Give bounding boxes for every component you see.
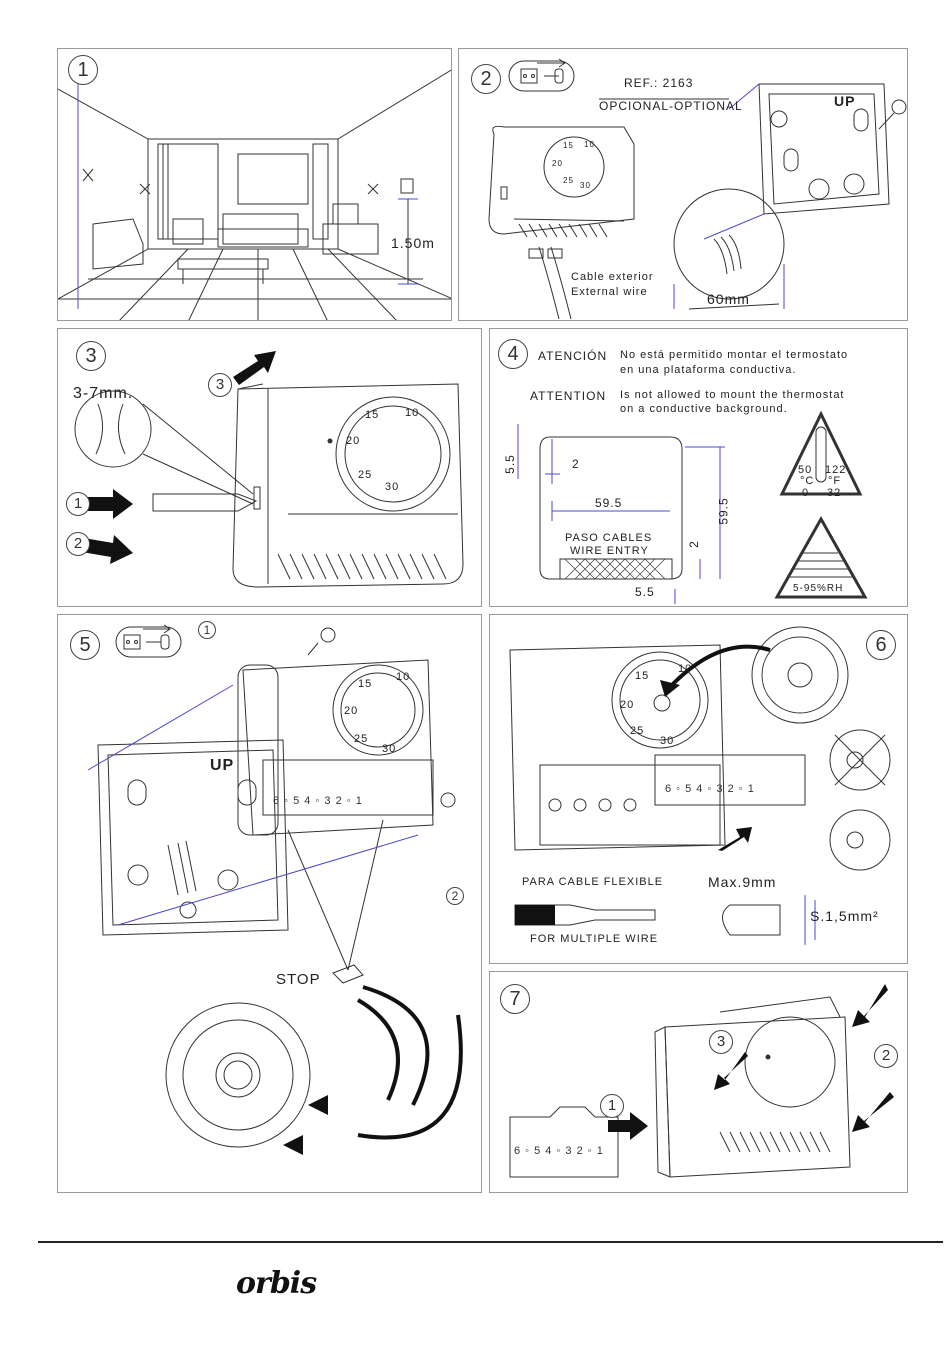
panel-5-fit-base <box>57 614 482 1193</box>
max-strip-length: Max.9mm <box>708 874 777 890</box>
panel-7-close-cover <box>489 971 908 1193</box>
dial-mark-20: 20 <box>620 699 635 711</box>
dial-mark-20: 20 <box>552 159 563 168</box>
dial-mark-10: 10 <box>405 407 420 419</box>
close-cover-illustration <box>490 972 908 1193</box>
step-number: 5 <box>70 630 100 660</box>
humidity-label: 5-95%RH <box>793 583 844 594</box>
cable-label-es: Cable exterior <box>571 271 654 283</box>
step-marker-2: 2 <box>874 1044 898 1068</box>
step-number: 6 <box>866 630 896 660</box>
dial-mark-15: 15 <box>563 141 574 150</box>
step-number: 7 <box>500 984 530 1014</box>
dial-mark-25: 25 <box>563 176 574 185</box>
temp-f-high: 122 <box>825 464 847 476</box>
optional-label: OPCIONAL-OPTIONAL <box>599 99 743 113</box>
open-cover-illustration <box>58 329 482 607</box>
dimension-59-5-vertical: 59.5 <box>716 497 731 525</box>
warning-title-en: ATTENTION <box>530 389 607 403</box>
dial-mark-30: 30 <box>660 735 675 747</box>
dimension-60mm: 60mm <box>707 291 750 307</box>
temp-c-low: 0 <box>802 487 810 499</box>
orbis-logo <box>236 1262 326 1308</box>
step-number: 2 <box>471 64 501 94</box>
step-number: 1 <box>68 55 98 85</box>
wire-entry-label-es: PASO CABLES <box>565 532 653 544</box>
step-marker-1: 1 <box>600 1094 624 1118</box>
panel-4-warnings-dimensions <box>489 328 908 607</box>
warning-text-en-1: Is not allowed to mount the thermostat <box>620 389 845 401</box>
step-number: 3 <box>76 341 106 371</box>
temp-c-high: 50 <box>798 464 813 476</box>
step-marker-3: 3 <box>709 1030 733 1054</box>
dial-mark-20: 20 <box>346 435 361 447</box>
dial-mark-25: 25 <box>354 733 369 745</box>
dimension-5-5-bottom: 5.5 <box>635 585 655 599</box>
panel-1-room-placement <box>57 48 452 321</box>
dial-mark-15: 15 <box>358 678 373 690</box>
dimension-2-bottom: 2 <box>686 540 701 548</box>
flexible-cable-es: PARA CABLE FLEXIBLE <box>522 876 664 888</box>
panel-3-open-cover <box>57 328 482 607</box>
dial-mark-25: 25 <box>358 469 373 481</box>
up-marker: UP <box>210 757 235 774</box>
room-illustration <box>58 49 452 321</box>
cable-section: S.1,5mm² <box>810 908 879 924</box>
wire-entry-label-en: WIRE ENTRY <box>570 545 649 557</box>
up-marker: UP <box>834 93 856 109</box>
stop-label: STOP <box>276 971 321 988</box>
step-marker-1: 1 <box>198 621 216 639</box>
dial-mark-10: 10 <box>678 663 693 675</box>
temp-f-low: 32 <box>827 487 842 499</box>
warning-text-es-2: en una plataforma conductiva. <box>620 364 797 376</box>
dial-mark-15: 15 <box>635 670 650 682</box>
dial-mark-10: 10 <box>396 671 411 683</box>
step-marker-2: 2 <box>66 532 90 556</box>
dimension-2: 2 <box>572 457 580 471</box>
terminal-labels: 6 ◦ 5 4 ◦ 3 2 ◦ 1 <box>665 783 755 795</box>
height-label: 1.50m <box>391 235 435 251</box>
dial-mark-20: 20 <box>344 705 359 717</box>
gap-label: 3-7mm. <box>73 385 134 402</box>
ref-label: REF.: 2163 <box>624 76 694 90</box>
footer-divider <box>38 1241 943 1243</box>
panel-2-mounting-box <box>458 48 908 321</box>
step-marker-2: 2 <box>446 887 464 905</box>
fit-base-illustration <box>58 615 482 1193</box>
dial-mark-30: 30 <box>580 181 591 190</box>
temp-f-unit: °F <box>828 475 842 487</box>
cable-label-en: External wire <box>571 286 648 298</box>
step-marker-1: 1 <box>66 492 90 516</box>
warning-text-es-1: No está permitido montar el termostato <box>620 349 849 361</box>
terminal-labels: 6 ◦ 5 4 ◦ 3 2 ◦ 1 <box>273 795 363 807</box>
temp-c-unit: °C <box>800 475 815 487</box>
dial-mark-30: 30 <box>385 481 400 493</box>
dial-mark-30: 30 <box>382 743 397 755</box>
warning-text-en-2: on a conductive background. <box>620 403 788 415</box>
dial-mark-25: 25 <box>630 725 645 737</box>
step-marker-3: 3 <box>208 373 232 397</box>
step-number: 4 <box>498 339 528 369</box>
flexible-cable-en: FOR MULTIPLE WIRE <box>530 933 659 945</box>
logo-text: orbis <box>236 1266 317 1301</box>
dimension-5-5: 5.5 <box>502 454 517 474</box>
panel-6-wiring <box>489 614 908 964</box>
dial-mark-15: 15 <box>365 409 380 421</box>
warning-title-es: ATENCIÓN <box>538 349 608 363</box>
terminal-labels: 6 ◦ 5 4 ◦ 3 2 ◦ 1 <box>514 1145 604 1157</box>
dimension-59-5-horizontal: 59.5 <box>595 496 623 510</box>
dial-mark-10: 10 <box>584 140 595 149</box>
